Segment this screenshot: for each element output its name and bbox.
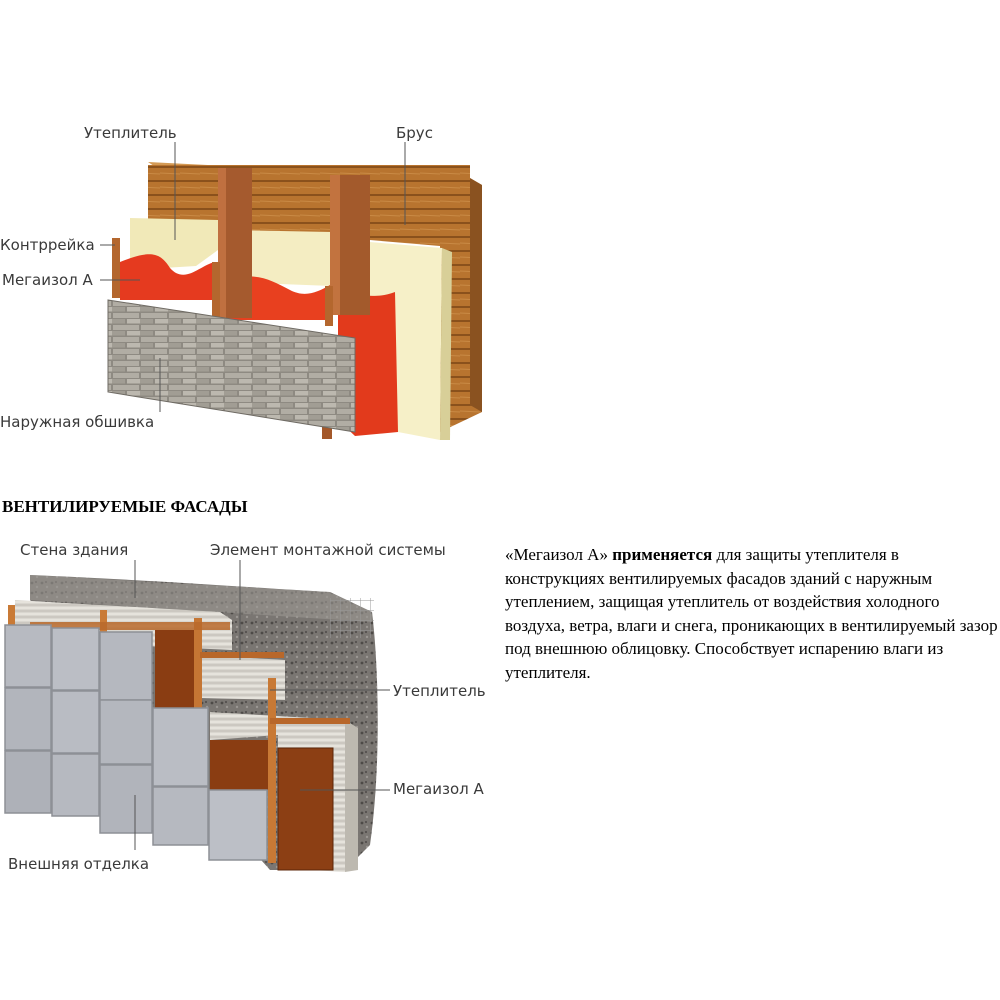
label-insulation-1: Утеплитель [84,124,177,142]
wall-diagram-2 [5,560,390,872]
label-counter-batten: Контррейка [0,236,95,254]
description-lead: «Мегаизол А» [505,545,608,564]
label-mount: Элемент монтажной системы [210,541,446,559]
wall-diagram-1 [100,142,482,440]
description-body: для защиты утеплителя в конструкциях вентилируемых фасадов зданий с наружным утеплением, защищая утеплитель от воздействия холодного воздуха, ветра, влаги и снега, проникающих в вентилируемый зазор под внешнюю облицовку. Способствует испарению влаги из утеплителя. [505,545,998,682]
label-membrane-1: Мегаизол А [2,271,93,289]
label-insulation-2: Утеплитель [393,682,486,700]
section-title: ВЕНТИЛИРУЕМЫЕ ФАСАДЫ [2,497,248,516]
label-wall: Стена здания [20,541,129,559]
label-cladding: Наружная обшивка [0,413,155,431]
reinforcement-mesh [330,598,374,638]
label-timber: Брус [396,124,433,142]
label-finish: Внешняя отделка [8,855,150,873]
description-emphasis: применяется [612,545,713,564]
label-membrane-2: Мегаизол А [393,780,484,798]
description-paragraph [505,543,1000,684]
